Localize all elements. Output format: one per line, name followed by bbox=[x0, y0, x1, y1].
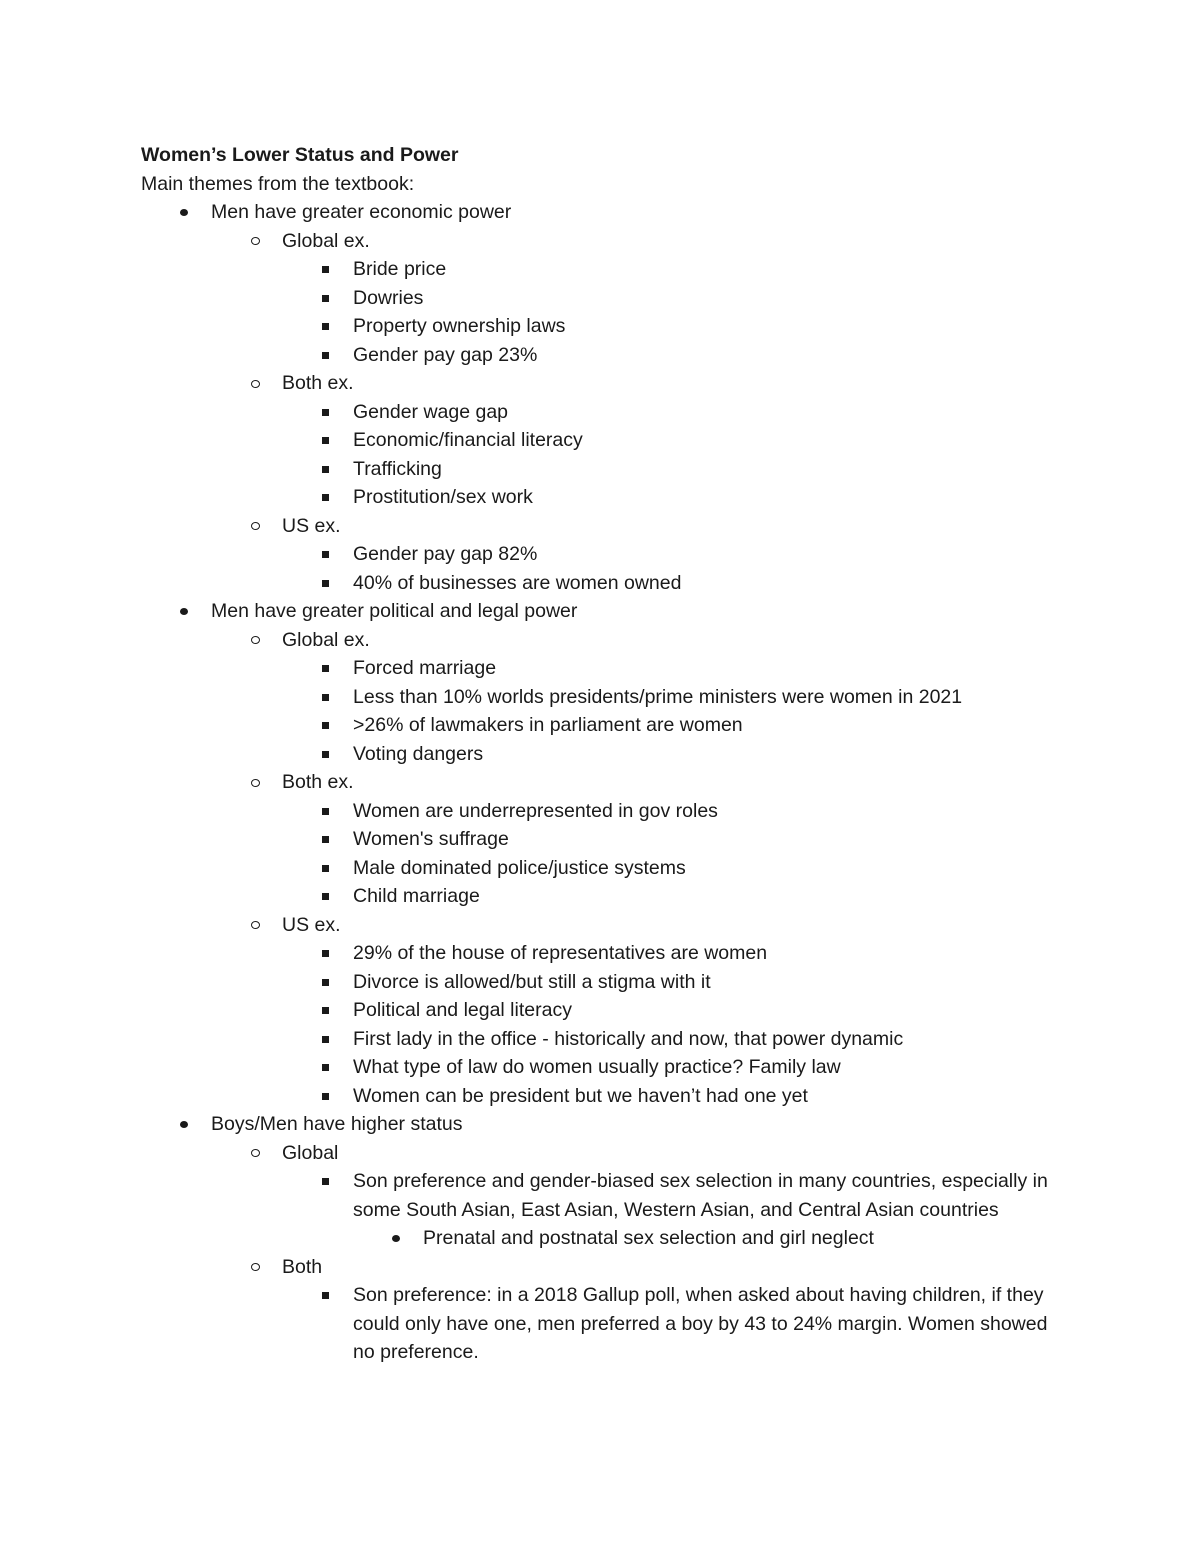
circle-bullet-icon bbox=[245, 227, 265, 256]
group-item bbox=[0, 911, 1200, 940]
list-item-text: Economic/financial literacy bbox=[353, 429, 583, 451]
group-item bbox=[0, 512, 1200, 541]
square-bullet-icon bbox=[315, 255, 335, 284]
square-bullet-icon bbox=[315, 426, 335, 455]
square-bullet-icon bbox=[315, 341, 335, 370]
square-bullet-icon bbox=[315, 968, 335, 997]
square-bullet-icon bbox=[315, 797, 335, 826]
theme-label: Boys/Men have higher status bbox=[211, 1113, 463, 1135]
square-bullet-icon bbox=[315, 654, 335, 683]
list-item-text: Child marriage bbox=[353, 885, 480, 907]
list-item bbox=[0, 654, 1200, 683]
square-bullet-icon bbox=[315, 996, 335, 1025]
circle-bullet-icon bbox=[245, 1253, 265, 1282]
theme-item bbox=[0, 1110, 1200, 1139]
list-item bbox=[0, 882, 1200, 911]
list-item bbox=[0, 255, 1200, 284]
square-bullet-icon bbox=[315, 1025, 335, 1054]
group-label: US ex. bbox=[282, 514, 341, 537]
square-bullet-icon bbox=[315, 740, 335, 769]
group-label: Global ex. bbox=[282, 628, 370, 651]
group-label: Global ex. bbox=[282, 229, 370, 252]
list-item bbox=[0, 939, 1200, 968]
list-item bbox=[0, 398, 1200, 427]
disc-bullet-icon bbox=[386, 1224, 406, 1253]
group-item bbox=[0, 768, 1200, 797]
list-item-text: Forced marriage bbox=[353, 657, 497, 679]
group-item bbox=[0, 227, 1200, 256]
circle-bullet-icon bbox=[245, 911, 265, 940]
list-item bbox=[0, 825, 1200, 854]
square-bullet-icon bbox=[315, 1053, 335, 1082]
disc-bullet-icon bbox=[174, 597, 194, 626]
list-item-text: Gender wage gap bbox=[353, 400, 509, 423]
theme-label: Men have greater political and legal power bbox=[211, 600, 578, 622]
square-bullet-icon bbox=[315, 683, 335, 712]
sub-list-item bbox=[0, 1224, 1200, 1253]
list-item-text: Property ownership laws bbox=[353, 315, 566, 337]
list-item-text: Women can be president but we haven’t had one yet bbox=[353, 1084, 808, 1107]
group-label: Both bbox=[282, 1255, 323, 1278]
list-item-text: >26% of lawmakers in parliament are women bbox=[353, 714, 743, 736]
disc-bullet-icon bbox=[174, 198, 194, 227]
group-item bbox=[0, 626, 1200, 655]
square-bullet-icon bbox=[315, 284, 335, 313]
list-item bbox=[0, 426, 1200, 455]
list-item-text: Dowries bbox=[353, 286, 424, 309]
list-item-text: Male dominated police/justice systems bbox=[353, 856, 686, 879]
list-item bbox=[0, 540, 1200, 569]
list-item bbox=[0, 740, 1200, 769]
square-bullet-icon bbox=[315, 939, 335, 968]
square-bullet-icon bbox=[315, 455, 335, 484]
list-item bbox=[0, 683, 1200, 712]
circle-bullet-icon bbox=[245, 768, 265, 797]
list-item bbox=[0, 341, 1200, 370]
list-item bbox=[0, 569, 1200, 598]
list-item-text: Women are underrepresented in gov roles bbox=[353, 799, 718, 822]
list-item-text: 29% of the house of representatives are women bbox=[353, 942, 768, 964]
theme-item bbox=[0, 198, 1200, 227]
square-bullet-icon bbox=[315, 711, 335, 740]
group-label: Both ex. bbox=[282, 372, 354, 394]
group-item bbox=[0, 1139, 1200, 1168]
list-item bbox=[0, 1167, 1053, 1224]
list-item-text: Gender pay gap 23% bbox=[353, 343, 538, 366]
list-item-text: Prostitution/sex work bbox=[353, 486, 533, 508]
list-item bbox=[0, 854, 1200, 883]
square-bullet-icon bbox=[315, 882, 335, 911]
list-item bbox=[0, 996, 1200, 1025]
disc-bullet-icon bbox=[174, 1110, 194, 1139]
group-label: Both ex. bbox=[282, 771, 354, 793]
group-label: US ex. bbox=[282, 913, 341, 936]
page-subtitle: Main themes from the textbook: bbox=[141, 173, 415, 195]
list-item bbox=[0, 284, 1200, 313]
square-bullet-icon bbox=[315, 398, 335, 427]
list-item-text: Voting dangers bbox=[353, 742, 484, 765]
page-title: Women’s Lower Status and Power bbox=[141, 144, 459, 166]
group-label: Global bbox=[282, 1141, 339, 1164]
list-item-text: Divorce is allowed/but still a stigma with it bbox=[353, 970, 711, 993]
group-item bbox=[0, 1253, 1200, 1282]
list-item-text: 40% of businesses are women owned bbox=[353, 571, 682, 594]
list-item bbox=[0, 711, 1200, 740]
list-item bbox=[0, 797, 1200, 826]
theme-label: Men have greater economic power bbox=[211, 201, 512, 223]
list-item-text: Trafficking bbox=[353, 457, 442, 480]
square-bullet-icon bbox=[315, 1281, 335, 1310]
list-item-text: Women's suffrage bbox=[353, 828, 509, 850]
square-bullet-icon bbox=[315, 312, 335, 341]
square-bullet-icon bbox=[315, 854, 335, 883]
theme-item bbox=[0, 597, 1200, 626]
list-item bbox=[0, 968, 1200, 997]
list-item-text: Political and legal literacy bbox=[353, 999, 572, 1021]
square-bullet-icon bbox=[315, 483, 335, 512]
circle-bullet-icon bbox=[245, 626, 265, 655]
list-item bbox=[0, 1082, 1200, 1111]
list-item bbox=[0, 312, 1200, 341]
list-item-text: Gender pay gap 82% bbox=[353, 543, 538, 565]
square-bullet-icon bbox=[315, 569, 335, 598]
list-item bbox=[0, 1281, 1053, 1367]
square-bullet-icon bbox=[315, 1082, 335, 1111]
square-bullet-icon bbox=[315, 540, 335, 569]
sub-list-item-text: Prenatal and postnatal sex selection and girl neglect bbox=[423, 1227, 874, 1249]
circle-bullet-icon bbox=[245, 1139, 265, 1168]
square-bullet-icon bbox=[315, 1167, 335, 1196]
list-item-text: Son preference: in a 2018 Gallup poll, when asked about having children, if they could only have one, men preferred a boy by 43 to 24% margin. Women showed no preference. bbox=[353, 1284, 1048, 1363]
square-bullet-icon bbox=[315, 825, 335, 854]
circle-bullet-icon bbox=[245, 512, 265, 541]
list-item bbox=[0, 483, 1200, 512]
group-item bbox=[0, 369, 1200, 398]
outline-list bbox=[0, 198, 1200, 1367]
list-item-text: Bride price bbox=[353, 258, 447, 280]
list-item-text: Son preference and gender-biased sex selection in many countries, especially in some South Asian, East Asian, Western Asian, and Central Asian countries bbox=[353, 1170, 1048, 1221]
list-item bbox=[0, 1025, 1200, 1054]
circle-bullet-icon bbox=[245, 369, 265, 398]
list-item bbox=[0, 455, 1200, 484]
list-item-text: First lady in the office - historically and now, that power dynamic bbox=[353, 1027, 904, 1050]
list-item-text: What type of law do women usually practice? Family law bbox=[353, 1056, 841, 1078]
list-item-text: Less than 10% worlds presidents/prime ministers were women in 2021 bbox=[353, 685, 963, 708]
list-item bbox=[0, 1053, 1200, 1082]
